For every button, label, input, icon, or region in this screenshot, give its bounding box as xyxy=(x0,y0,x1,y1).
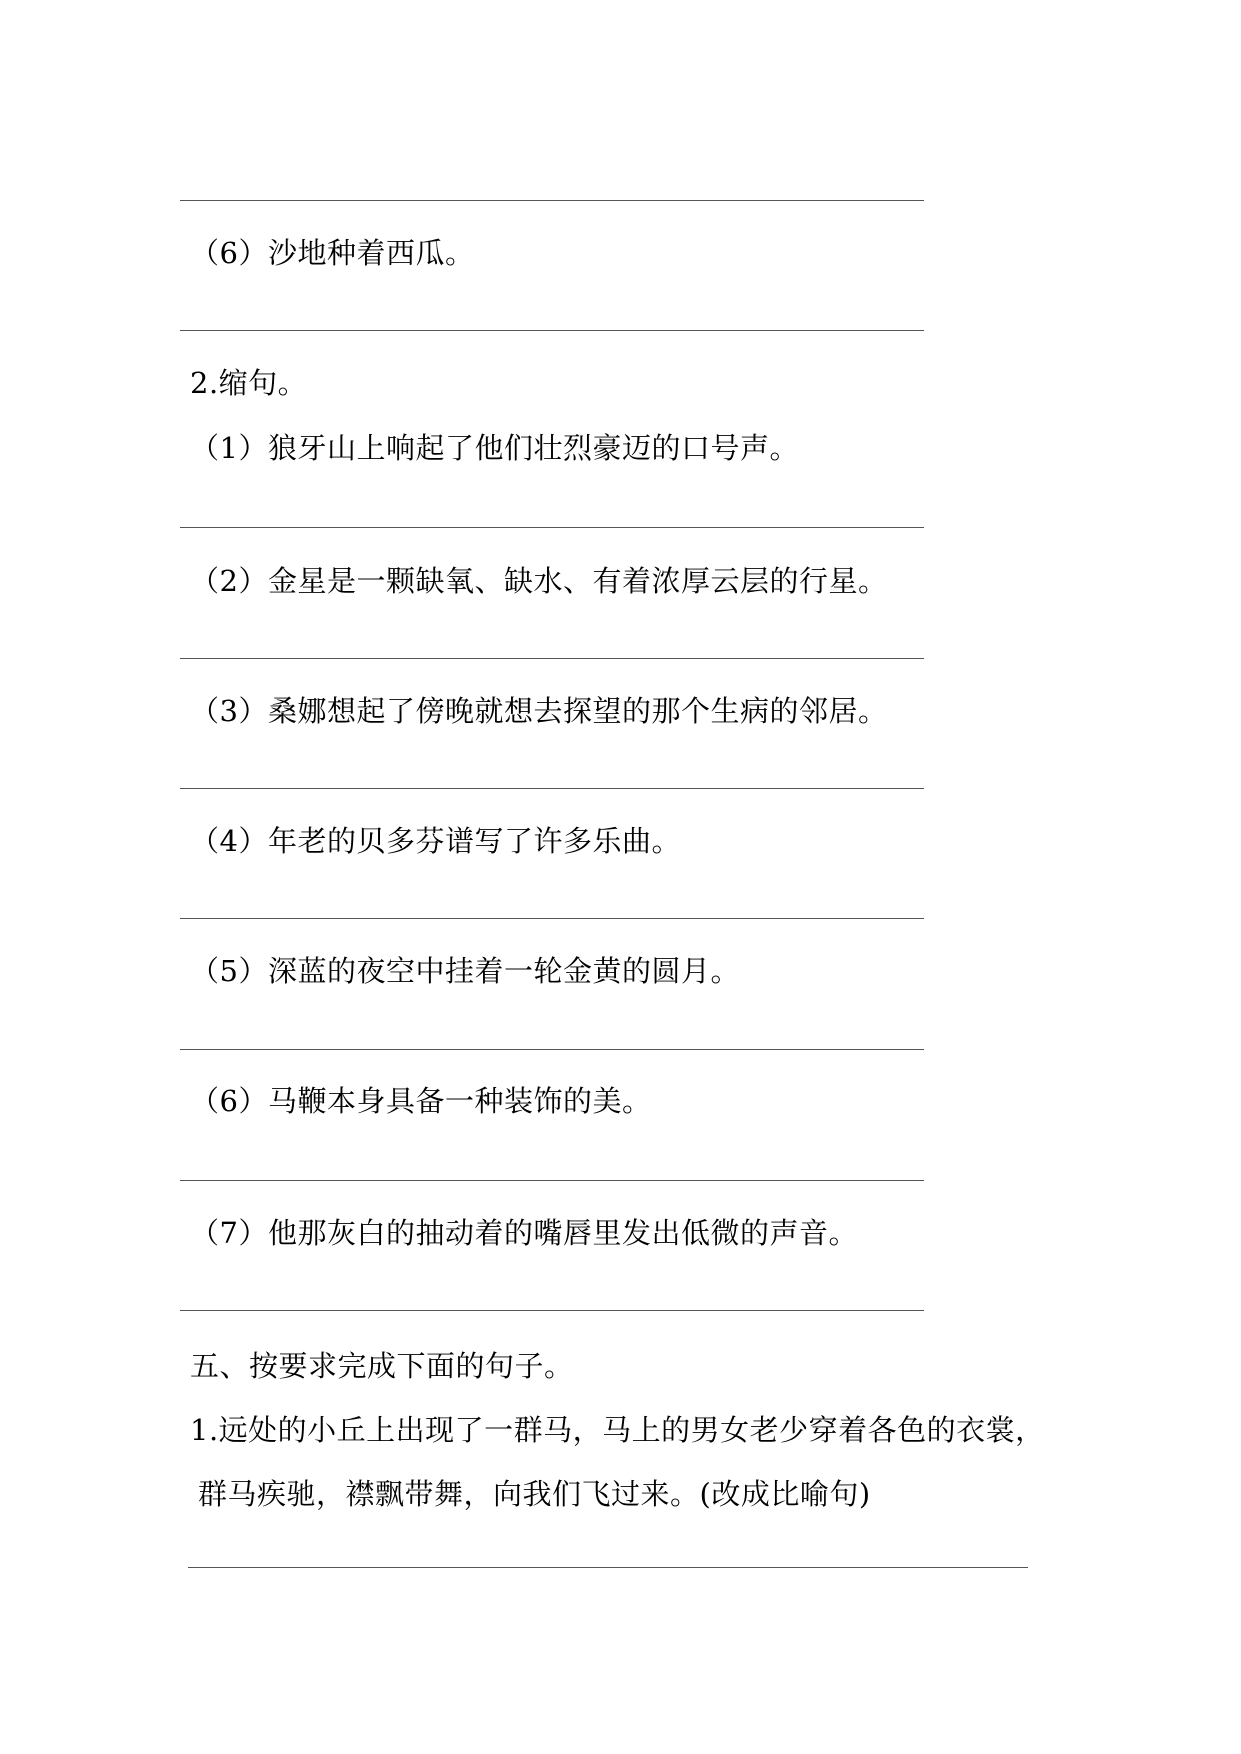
answer-line[interactable] xyxy=(180,330,924,331)
answer-line[interactable] xyxy=(180,918,924,919)
section-heading-condense: 2.缩句。 xyxy=(190,366,308,400)
question-item-7: （7）他那灰白的抽动着的嘴唇里发出低微的声音。 xyxy=(190,1216,858,1250)
answer-line[interactable] xyxy=(180,788,924,789)
question-item-6: （6）马鞭本身具备一种装饰的美。 xyxy=(190,1084,652,1118)
question-item-prev-6: （6）沙地种着西瓜。 xyxy=(190,236,475,270)
section-heading-complete-sentences: 五、按要求完成下面的句子。 xyxy=(190,1349,574,1383)
question-item-2: （2）金星是一颗缺氧、缺水、有着浓厚云层的行星。 xyxy=(190,564,888,598)
answer-line[interactable] xyxy=(180,658,924,659)
answer-line[interactable] xyxy=(180,200,924,201)
answer-line[interactable] xyxy=(188,1567,1028,1568)
question-1-line-1: 1.远处的小丘上出现了一群马，马上的男女老少穿着各色的衣裳， xyxy=(190,1413,1045,1447)
answer-line[interactable] xyxy=(180,1310,924,1311)
answer-line[interactable] xyxy=(180,1180,924,1181)
question-item-1: （1）狼牙山上响起了他们壮烈豪迈的口号声。 xyxy=(190,431,799,465)
answer-line[interactable] xyxy=(180,527,924,528)
question-1-line-2: 群马疾驰，襟飘带舞，向我们飞过来。(改成比喻句) xyxy=(198,1477,871,1511)
question-item-4: （4）年老的贝多芬谱写了许多乐曲。 xyxy=(190,824,681,858)
answer-line[interactable] xyxy=(180,1049,924,1050)
question-item-3: （3）桑娜想起了傍晚就想去探望的那个生病的邻居。 xyxy=(190,694,888,728)
question-item-5: （5）深蓝的夜空中挂着一轮金黄的圆月。 xyxy=(190,954,740,988)
